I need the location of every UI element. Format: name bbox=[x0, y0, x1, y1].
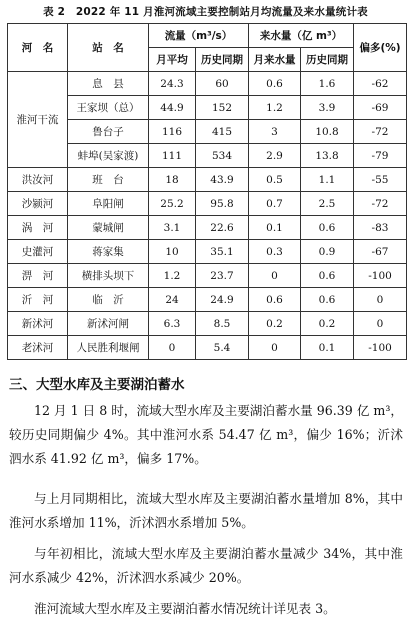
vol-month-cell: 3 bbox=[249, 120, 301, 144]
station-cell: 蒋家集 bbox=[68, 240, 149, 264]
flow-month-cell: 0 bbox=[149, 336, 196, 360]
flow-statistics-table bbox=[7, 23, 407, 360]
river-cell: 新沭河 bbox=[8, 312, 68, 336]
vol-month-cell: 2.9 bbox=[249, 144, 301, 168]
anomaly-cell: -100 bbox=[354, 264, 407, 288]
table-caption: 表 2 2022 年 11 月淮河流域主要控制站月均流量及来水量统计表 bbox=[43, 6, 368, 18]
flow-month-cell: 18 bbox=[149, 168, 196, 192]
vol-month-cell: 0 bbox=[249, 336, 301, 360]
vol-hist-cell: 1.1 bbox=[301, 168, 354, 192]
station-cell: 阜阳闸 bbox=[68, 192, 149, 216]
flow-hist-cell: 5.4 bbox=[196, 336, 249, 360]
anomaly-cell: -72 bbox=[354, 192, 407, 216]
paragraph-storage-summary: 12 月 1 日 8 时，流域大型水库及主要湖泊蓄水量 96.39 亿 m³，较历史同期偏少 4%。其中淮河水系 54.47 亿 m³，偏少 16%；沂沭泗水系 41.92 亿 m³，偏多 17%。 bbox=[9, 403, 403, 466]
flow-hist-cell: 415 bbox=[196, 120, 249, 144]
anomaly-cell: -83 bbox=[354, 216, 407, 240]
river-cell: 沂 河 bbox=[8, 288, 68, 312]
table-row bbox=[8, 168, 407, 192]
flow-hist-cell: 534 bbox=[196, 144, 249, 168]
flow-hist-cell: 95.8 bbox=[196, 192, 249, 216]
header-vol-hist: 历史同期 bbox=[301, 48, 354, 72]
station-cell: 横排头坝下 bbox=[68, 264, 149, 288]
station-cell: 蚌埠(吴家渡) bbox=[68, 144, 149, 168]
vol-hist-cell: 0.2 bbox=[301, 312, 354, 336]
anomaly-cell: -55 bbox=[354, 168, 407, 192]
flow-month-cell: 111 bbox=[149, 144, 196, 168]
table-row bbox=[8, 144, 407, 168]
vol-month-cell: 0 bbox=[249, 264, 301, 288]
river-cell: 沙颍河 bbox=[8, 192, 68, 216]
flow-hist-cell: 8.5 bbox=[196, 312, 249, 336]
vol-hist-cell: 0.6 bbox=[301, 216, 354, 240]
flow-hist-cell: 35.1 bbox=[196, 240, 249, 264]
river-cell: 老沭河 bbox=[8, 336, 68, 360]
river-cell: 史灌河 bbox=[8, 240, 68, 264]
vol-month-cell: 0.2 bbox=[249, 312, 301, 336]
anomaly-cell: 0 bbox=[354, 288, 407, 312]
station-cell: 人民胜利堰闸 bbox=[68, 336, 149, 360]
vol-hist-cell: 0.6 bbox=[301, 264, 354, 288]
flow-month-cell: 24 bbox=[149, 288, 196, 312]
station-cell: 班 台 bbox=[68, 168, 149, 192]
anomaly-cell: 0 bbox=[354, 312, 407, 336]
flow-hist-cell: 24.9 bbox=[196, 288, 249, 312]
header-flow-month: 月平均 bbox=[149, 48, 196, 72]
flow-month-cell: 116 bbox=[149, 120, 196, 144]
station-cell: 息 县 bbox=[68, 72, 149, 96]
anomaly-cell: -62 bbox=[354, 72, 407, 96]
vol-month-cell: 0.6 bbox=[249, 72, 301, 96]
header-flow-hist: 历史同期 bbox=[196, 48, 249, 72]
flow-hist-cell: 23.7 bbox=[196, 264, 249, 288]
flow-month-cell: 1.2 bbox=[149, 264, 196, 288]
flow-month-cell: 3.1 bbox=[149, 216, 196, 240]
table-row bbox=[8, 96, 407, 120]
header-volume-group: 来水量（亿 m³） bbox=[249, 24, 354, 48]
vol-month-cell: 0.1 bbox=[249, 216, 301, 240]
anomaly-cell: -100 bbox=[354, 336, 407, 360]
river-cell: 涡 河 bbox=[8, 216, 68, 240]
vol-hist-cell: 0.1 bbox=[301, 336, 354, 360]
vol-hist-cell: 13.8 bbox=[301, 144, 354, 168]
header-river: 河 名 bbox=[8, 24, 68, 72]
flow-hist-cell: 43.9 bbox=[196, 168, 249, 192]
vol-hist-cell: 0.9 bbox=[301, 240, 354, 264]
paragraph-month-compare: 与上月同期相比，流域大型水库及主要湖泊蓄水量增加 8%，其中淮河水系增加 11%，沂沭泗水系增加 5%。 bbox=[9, 491, 403, 530]
station-cell: 临 沂 bbox=[68, 288, 149, 312]
flow-month-cell: 6.3 bbox=[149, 312, 196, 336]
station-cell: 蒙城闸 bbox=[68, 216, 149, 240]
vol-month-cell: 0.3 bbox=[249, 240, 301, 264]
vol-month-cell: 0.7 bbox=[249, 192, 301, 216]
river-cell: 淮河干流 bbox=[8, 72, 68, 168]
vol-hist-cell: 2.5 bbox=[301, 192, 354, 216]
flow-month-cell: 10 bbox=[149, 240, 196, 264]
header-station: 站 名 bbox=[68, 24, 149, 72]
flow-month-cell: 44.9 bbox=[149, 96, 196, 120]
river-cell: 洪汝河 bbox=[8, 168, 68, 192]
station-cell: 新沭河闸 bbox=[68, 312, 149, 336]
station-cell: 鲁台子 bbox=[68, 120, 149, 144]
vol-month-cell: 1.2 bbox=[249, 96, 301, 120]
table-row bbox=[8, 288, 407, 312]
table-row bbox=[8, 312, 407, 336]
section-heading: 三、大型水库及主要湖泊蓄水 bbox=[9, 377, 185, 393]
flow-hist-cell: 60 bbox=[196, 72, 249, 96]
header-flow-group: 流量（m³/s） bbox=[149, 24, 249, 48]
vol-hist-cell: 1.6 bbox=[301, 72, 354, 96]
paragraph-table-reference: 淮河流域大型水库及主要湖泊蓄水情况统计详见表 3。 bbox=[34, 601, 336, 616]
table-row bbox=[8, 336, 407, 360]
station-cell: 王家坝（总） bbox=[68, 96, 149, 120]
anomaly-cell: -69 bbox=[354, 96, 407, 120]
vol-hist-cell: 0.6 bbox=[301, 288, 354, 312]
table-row bbox=[8, 120, 407, 144]
table-row bbox=[8, 240, 407, 264]
flow-hist-cell: 22.6 bbox=[196, 216, 249, 240]
vol-month-cell: 0.6 bbox=[249, 288, 301, 312]
flow-month-cell: 25.2 bbox=[149, 192, 196, 216]
vol-month-cell: 0.5 bbox=[249, 168, 301, 192]
anomaly-cell: -79 bbox=[354, 144, 407, 168]
flow-hist-cell: 152 bbox=[196, 96, 249, 120]
table-row bbox=[8, 192, 407, 216]
table-row bbox=[8, 216, 407, 240]
header-vol-month: 月来水量 bbox=[249, 48, 301, 72]
anomaly-cell: -67 bbox=[354, 240, 407, 264]
flow-month-cell: 24.3 bbox=[149, 72, 196, 96]
header-anomaly: 偏多(%) bbox=[354, 24, 407, 72]
river-cell: 淠 河 bbox=[8, 264, 68, 288]
anomaly-cell: -72 bbox=[354, 120, 407, 144]
vol-hist-cell: 3.9 bbox=[301, 96, 354, 120]
vol-hist-cell: 10.8 bbox=[301, 120, 354, 144]
paragraph-year-compare: 与年初相比，流域大型水库及主要湖泊蓄水量减少 34%，其中淮河水系减少 42%，沂沭泗水系减少 20%。 bbox=[9, 546, 403, 585]
table-row bbox=[8, 72, 407, 96]
table-row bbox=[8, 264, 407, 288]
